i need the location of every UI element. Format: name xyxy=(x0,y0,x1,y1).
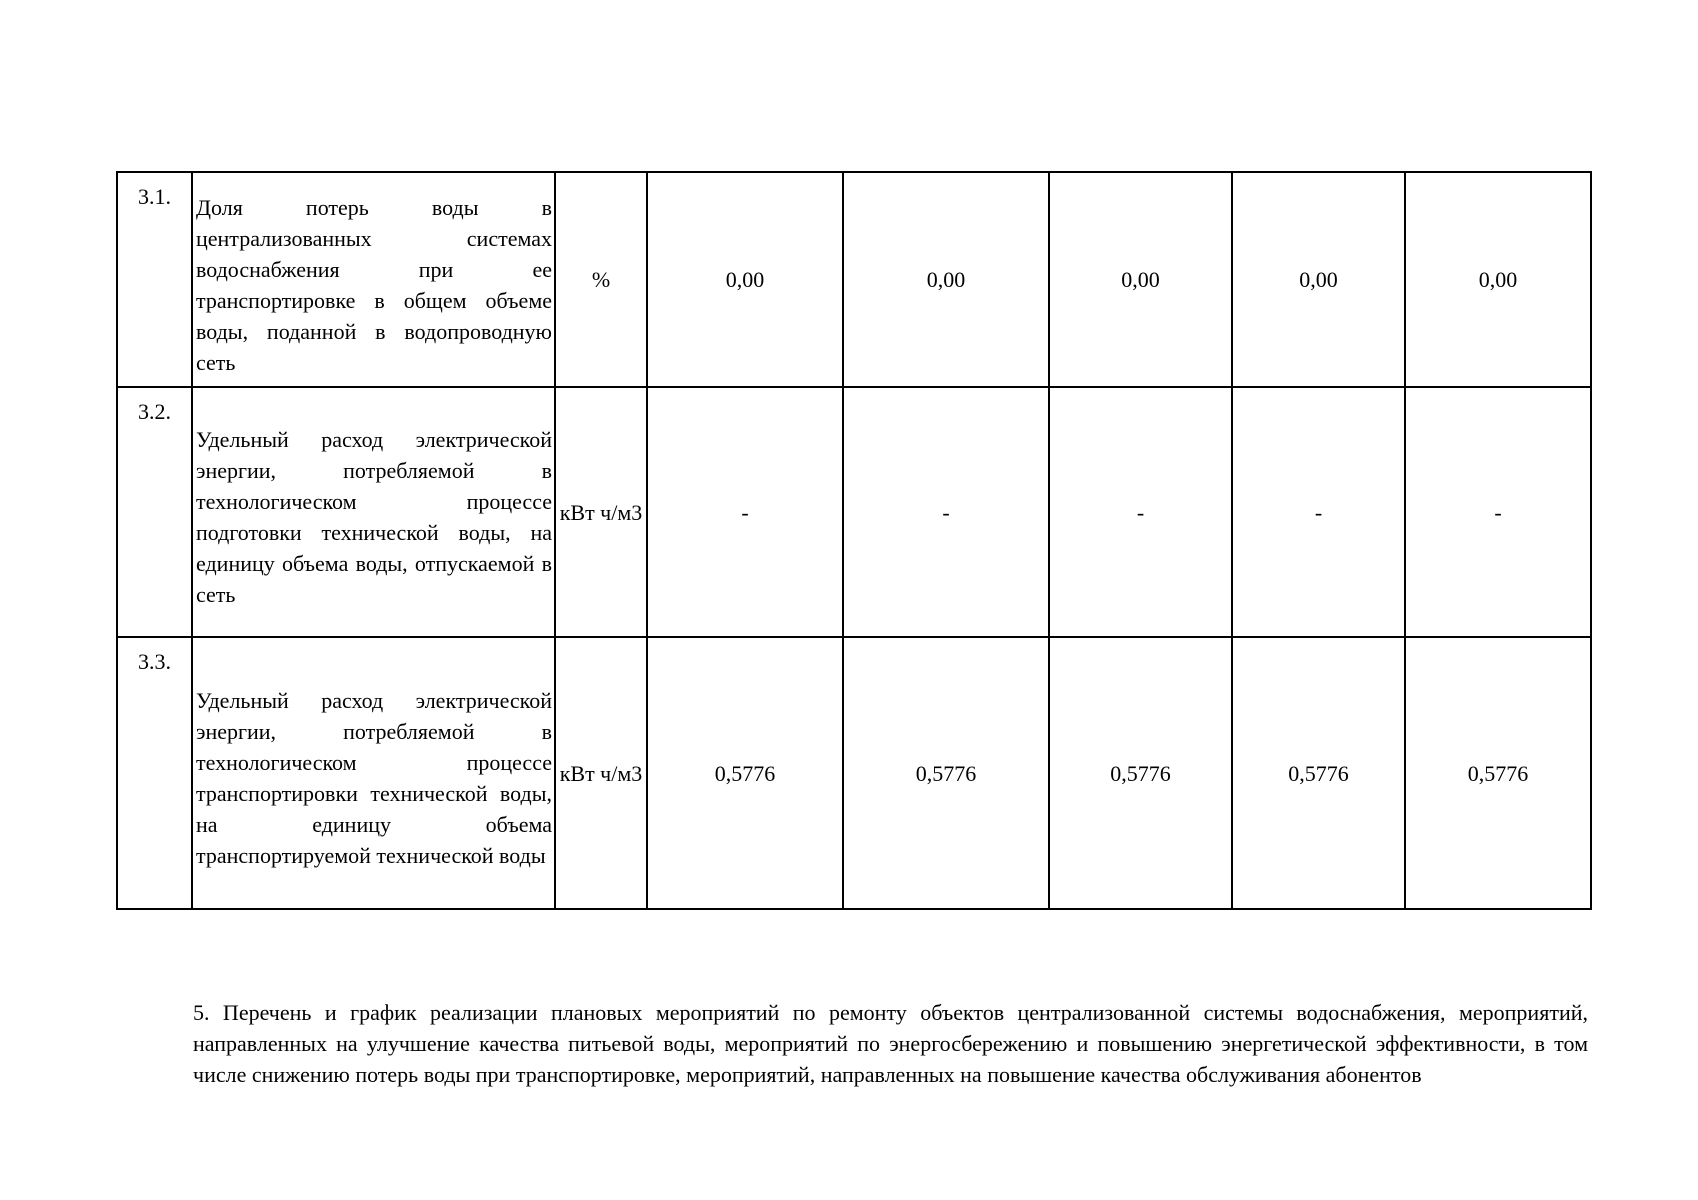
value-cell: - xyxy=(647,387,843,637)
row-number: 3.2. xyxy=(117,387,192,637)
row-number: 3.1. xyxy=(117,172,192,387)
value-cell: 0,5776 xyxy=(843,637,1049,909)
value-cell: 0,00 xyxy=(1405,172,1591,387)
value-cell: 0,5776 xyxy=(1232,637,1405,909)
unit-cell: % xyxy=(555,172,647,387)
value-cell: 0,00 xyxy=(1232,172,1405,387)
value-cell: 0,5776 xyxy=(647,637,843,909)
value-cell: 0,00 xyxy=(843,172,1049,387)
section-heading: 5. Перечень и график реализации плановых мероприятий по ремонту объектов централизованной системы водоснабжения, мероприятий, направленных на улучшение качества питьевой воды, мероприятий по энергосбережению и повышению энергетической эффективности, в том числе снижению потерь воды при транспортировке, мероприятий, направленных на повышение качества обслуживания абонентов xyxy=(193,1000,1588,1087)
value-cell: 0,5776 xyxy=(1405,637,1591,909)
indicator-name: Доля потерь воды в централизованных системах водоснабжения при ее транспортировке в общем объеме воды, поданной в водопроводную сеть xyxy=(192,172,555,387)
value-cell: - xyxy=(1049,387,1232,637)
value-cell: 0,00 xyxy=(1049,172,1232,387)
indicator-name: Удельный расход электрической энергии, потребляемой в технологическом процессе подготовки технической воды, на единицу объема воды, отпускаемой в сеть xyxy=(192,387,555,637)
table-row xyxy=(117,172,1591,387)
value-cell: 0,00 xyxy=(647,172,843,387)
value-cell: - xyxy=(1232,387,1405,637)
unit-cell: кВт ч/м3 xyxy=(555,637,647,909)
value-cell: - xyxy=(1405,387,1591,637)
indicators-table xyxy=(116,171,1592,910)
unit-cell: кВт ч/м3 xyxy=(555,387,647,637)
row-number: 3.3. xyxy=(117,637,192,909)
table-row xyxy=(117,387,1591,637)
indicator-name: Удельный расход электрической энергии, потребляемой в технологическом процессе транспортировки технической воды, на единицу объема транспортируемой технической воды xyxy=(192,637,555,909)
table-row xyxy=(117,637,1591,909)
value-cell: - xyxy=(843,387,1049,637)
value-cell: 0,5776 xyxy=(1049,637,1232,909)
